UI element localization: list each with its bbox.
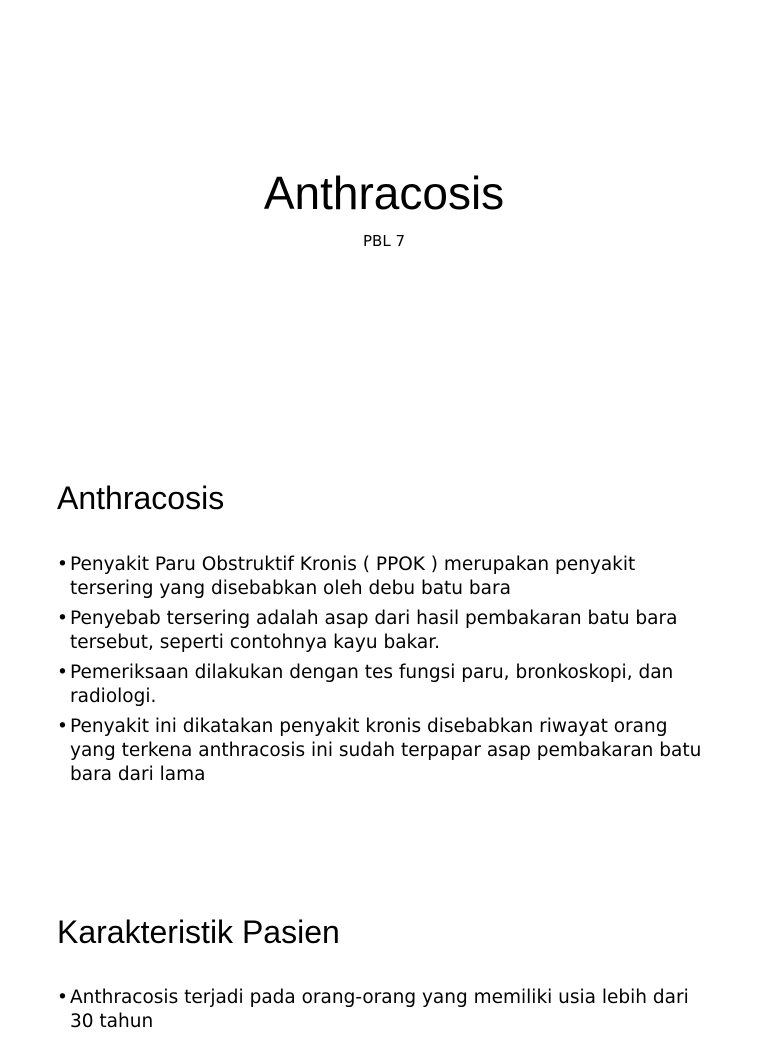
slide-karakteristik-pasien: [0, 864, 768, 1032]
bullet-text: Penyakit ini dikatakan penyakit kronis disebabkan riwayat orang yang terkena anthracosis ini sudah terpapar asap pembakaran batu bara dari lama: [70, 716, 702, 785]
bullet-item: [57, 553, 717, 601]
bullet-list: [57, 986, 717, 1040]
bullet-dot: •: [57, 987, 68, 1008]
bullet-dot: •: [57, 662, 68, 683]
slide-heading: Karakteristik Pasien: [57, 914, 340, 950]
presentation-title: Anthracosis: [263, 167, 505, 219]
bullet-dot: •: [57, 608, 68, 629]
title-slide: [0, 0, 768, 432]
bullet-text: Pemeriksaan dilakukan dengan tes fungsi paru, bronkoskopi, dan radiologi.: [70, 662, 674, 707]
bullet-item: [57, 986, 717, 1034]
bullet-text: Penyakit Paru Obstruktif Kronis ( PPOK ) merupakan penyakit tersering yang disebabkan oleh debu batu bara: [70, 554, 636, 599]
bullet-dot: •: [57, 716, 68, 737]
bullet-text: Penyebab tersering adalah asap dari hasil pembakaran batu bara tersebut, seperti contohnya kayu bakar.: [70, 608, 678, 653]
bullet-item: [57, 607, 717, 655]
bullet-item: [57, 715, 717, 787]
slide-heading: Anthracosis: [57, 480, 225, 516]
slide-anthracosis: [0, 432, 768, 864]
bullet-dot: •: [57, 554, 68, 575]
presentation-subtitle: PBL 7: [362, 232, 405, 250]
bullet-item: [57, 661, 717, 709]
bullet-text: Anthracosis terjadi pada orang-orang yang memiliki usia lebih dari 30 tahun: [70, 987, 689, 1032]
bullet-list: [57, 553, 717, 793]
